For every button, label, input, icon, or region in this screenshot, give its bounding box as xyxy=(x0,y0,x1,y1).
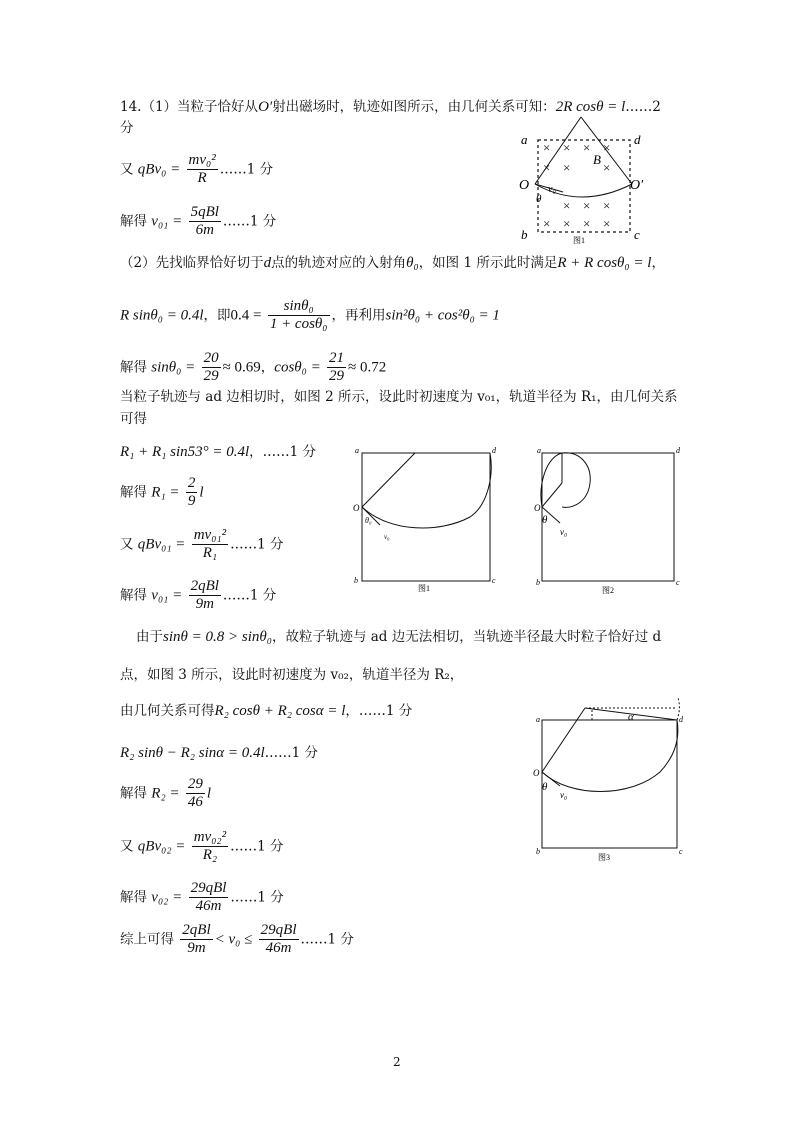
label-d: d xyxy=(492,446,496,455)
p3-line6 xyxy=(120,829,284,865)
label-a: a xyxy=(355,446,359,455)
cross: × xyxy=(563,140,571,155)
text: ，如图 1 所示此时满足 xyxy=(418,255,558,271)
p2-line1 xyxy=(120,254,665,272)
p3-line1 xyxy=(136,628,661,646)
text: （2）先找临界恰好切于 xyxy=(120,255,264,271)
label-O: O xyxy=(533,768,540,778)
score: ……1 分 xyxy=(230,838,284,855)
p2-line2 xyxy=(120,298,500,334)
text: ， xyxy=(651,255,665,271)
p2-line7 xyxy=(120,527,284,563)
text: ，即 xyxy=(203,307,231,324)
denominator: 29 xyxy=(329,368,345,385)
text: 解得 xyxy=(120,484,147,501)
equation: R + R cosθ₀ = l xyxy=(557,255,652,271)
denominator: R xyxy=(197,170,207,187)
cross: × xyxy=(583,198,591,213)
p3-line8 xyxy=(120,922,354,958)
label-c: c xyxy=(676,578,680,587)
equation: sinθ = 0.8 > sinθ₀ xyxy=(163,629,272,645)
trajectory xyxy=(362,453,491,528)
numerator: 29 xyxy=(186,776,205,794)
denominator: 6m xyxy=(195,222,214,239)
label-v0: v₀ xyxy=(384,533,390,541)
label-theta: θ xyxy=(542,514,548,526)
numerator: sinθ₀ xyxy=(268,298,330,316)
p3-line2: 点，如图 3 所示，设此时初速度为 v₀₂，轨道半径为 R₂， xyxy=(120,667,464,683)
figure-2 xyxy=(532,445,687,595)
cross: × xyxy=(563,198,571,213)
label-theta: θ₀ xyxy=(365,516,372,525)
label-b: b xyxy=(536,847,540,856)
value: ≈ 0.72 xyxy=(348,359,387,376)
cross: × xyxy=(543,140,551,155)
figure-3 xyxy=(530,698,690,863)
figure-1 xyxy=(350,445,505,595)
denominator: 46m xyxy=(265,940,292,957)
score: ，……1 分 xyxy=(249,444,317,460)
score: ……2 xyxy=(625,99,661,115)
label-d: d xyxy=(634,132,641,147)
denominator: 9m xyxy=(187,940,206,957)
text: 又 xyxy=(120,161,134,178)
text: 解得 xyxy=(120,889,147,906)
label-a: a xyxy=(537,446,541,455)
text: 点的轨迹对应的入射角 xyxy=(271,255,407,271)
score: ……1 分 xyxy=(264,745,319,761)
symbol: O′ xyxy=(258,99,273,115)
score: ……1 分 xyxy=(222,587,277,604)
numerator: 2qBl xyxy=(189,578,221,596)
label-a: a xyxy=(536,715,540,724)
numerator: 20 xyxy=(202,350,221,368)
cross: × xyxy=(583,216,591,231)
fraction xyxy=(189,880,229,916)
symbol: θ₀ xyxy=(406,255,419,271)
label-d: d xyxy=(679,715,683,724)
equation: R sinθ₀ = 0.4l xyxy=(120,307,204,324)
page-number: 2 xyxy=(393,1055,401,1069)
fraction xyxy=(189,204,221,240)
score: ……1 分 xyxy=(222,213,277,230)
symbol: l xyxy=(206,785,212,802)
equation: sin²θ₀ + cos²θ₀ = 1 xyxy=(385,307,500,324)
equation-lhs: 0.4 = xyxy=(230,307,262,324)
label-v0: v₀ xyxy=(560,790,568,800)
label-O: O xyxy=(353,503,360,513)
figure-caption: 图3 xyxy=(598,853,610,862)
equation: R₂ cosθ + R₂ cosα = l xyxy=(214,703,346,719)
figure-caption: 图1 xyxy=(573,236,585,245)
text: 解得 xyxy=(120,785,147,802)
label-O: O xyxy=(534,503,541,513)
equation: 2R cosθ = l xyxy=(555,99,626,115)
figure-caption: 图1 xyxy=(418,584,430,593)
numerator: 29qBl xyxy=(259,922,299,940)
p3-line7 xyxy=(120,880,284,916)
fraction xyxy=(180,922,212,958)
numerator: 29qBl xyxy=(189,880,229,898)
score: ……1 分 xyxy=(230,889,284,906)
equation-lhs: sinθ₀ = xyxy=(151,359,196,376)
fraction xyxy=(186,475,198,511)
fraction xyxy=(189,578,221,614)
figure-caption: 图2 xyxy=(602,586,614,595)
text: 14.（1）当粒子恰好从 xyxy=(120,99,259,115)
fraction xyxy=(192,829,228,865)
score: ……1 分 xyxy=(230,536,284,553)
equation: R₁ + R₁ sin53° = 0.4l xyxy=(120,444,250,460)
score: ……1 分 xyxy=(219,161,274,178)
label-theta: θ xyxy=(542,781,548,793)
radius-line xyxy=(542,708,585,772)
label-d: d xyxy=(676,446,680,455)
label-c: c xyxy=(634,227,640,242)
label-c: c xyxy=(679,847,683,856)
p2-line5 xyxy=(120,443,316,461)
label-O-prime: O′ xyxy=(630,178,644,193)
text: ， xyxy=(260,359,275,376)
fraction xyxy=(192,527,228,563)
label-b: b xyxy=(354,576,358,585)
p1-eq2 xyxy=(120,152,273,188)
label-v0: v₀ xyxy=(560,527,568,537)
equation-lhs: qBv₀₂ = xyxy=(137,838,186,855)
cross: × xyxy=(603,198,611,213)
fraction xyxy=(259,922,299,958)
score: ……1 分 xyxy=(300,931,354,948)
equation-lhs: v₀₁ = xyxy=(151,587,183,604)
inequality: < v₀ ≤ xyxy=(214,931,253,948)
text: 由几何关系可得 xyxy=(120,703,215,719)
label-b: b xyxy=(521,227,528,242)
equation-lhs: qBv₀₁ = xyxy=(137,536,186,553)
value: ≈ 0.69 xyxy=(222,359,261,376)
fraction xyxy=(187,152,218,188)
p2-line4b: 可得 xyxy=(120,411,147,427)
fraction xyxy=(186,776,205,812)
p2-line8 xyxy=(120,578,276,614)
numerator: 2 xyxy=(186,475,198,493)
text: 又 xyxy=(120,838,134,855)
cross: × xyxy=(603,216,611,231)
text: 综上可得 xyxy=(120,931,174,948)
p3-line5 xyxy=(120,776,211,812)
equation-lhs: v₀₂ = xyxy=(151,889,183,906)
label-a: a xyxy=(521,132,528,147)
cross: × xyxy=(563,216,571,231)
p2-line6 xyxy=(120,475,204,511)
text: ，故粒子轨迹与 ad 边无法相切，当轨迹半径最大时粒子恰好过 d xyxy=(271,629,662,645)
equation: R₂ sinθ − R₂ sinα = 0.4l xyxy=(120,745,265,761)
fraction xyxy=(202,350,221,386)
denominator: R₂ xyxy=(202,847,218,864)
label-theta: θ xyxy=(536,193,542,205)
text: 解得 xyxy=(120,359,147,376)
label-c: c xyxy=(492,576,496,585)
equation-lhs: R₂ = xyxy=(151,785,180,802)
radius-line xyxy=(542,483,562,507)
label-v0: v₀ xyxy=(548,184,556,195)
text: 射出磁场时，轨迹如图所示，由几何关系可知： xyxy=(272,99,556,115)
denominator: 1 + cosθ₀ xyxy=(269,316,328,333)
text: 又 xyxy=(120,536,134,553)
p3-line3 xyxy=(120,702,412,720)
figure-0 xyxy=(515,112,655,247)
equation-lhs: cosθ₀ = xyxy=(274,359,321,376)
text: 解得 xyxy=(120,587,147,604)
radius-line-left xyxy=(535,117,581,184)
text: 由于 xyxy=(136,629,163,645)
cross: × xyxy=(543,160,551,175)
label-b: b xyxy=(536,578,540,587)
fraction xyxy=(268,298,330,334)
label-alpha: α xyxy=(628,711,634,723)
cross: × xyxy=(603,140,611,155)
score: ，……1 分 xyxy=(345,703,413,719)
cross: × xyxy=(603,160,611,175)
p3-line4 xyxy=(120,744,318,762)
numerator: mv₀² xyxy=(187,152,218,170)
cross: × xyxy=(583,140,591,155)
p2-line4a: 当粒子轨迹与 ad 边相切时，如图 2 所示，设此时初速度为 v₀₁，轨道半径为 R₁，由几何关系 xyxy=(120,389,678,405)
denominator: 9 xyxy=(187,493,196,510)
denominator: R₁ xyxy=(202,545,218,562)
numerator: mv₀₂² xyxy=(192,829,228,847)
denominator: 46 xyxy=(187,794,203,811)
p1-sol xyxy=(120,204,276,240)
equation-lhs: qBv₀ = xyxy=(137,161,181,178)
numerator: mv₀₁² xyxy=(192,527,228,545)
numerator: 2qBl xyxy=(180,922,212,940)
numerator: 21 xyxy=(327,350,346,368)
radius-line xyxy=(362,453,415,507)
denominator: 9m xyxy=(195,596,214,613)
symbol: d xyxy=(263,255,272,271)
label-O: O xyxy=(519,178,530,193)
trajectory xyxy=(542,720,678,792)
cross: × xyxy=(563,160,571,175)
score-wrap: 分 xyxy=(120,120,134,136)
denominator: 46m xyxy=(195,898,222,915)
p2-line3 xyxy=(120,350,386,386)
cross: × xyxy=(543,216,551,231)
equation-lhs: R₁ = xyxy=(151,484,180,501)
label-B: B xyxy=(593,152,601,167)
numerator: 5qBl xyxy=(189,204,221,222)
text: 解得 xyxy=(120,213,147,230)
equation-lhs: v₀₁ = xyxy=(151,213,183,230)
denominator: 29 xyxy=(203,368,219,385)
symbol: l xyxy=(199,484,204,501)
text: ，再利用 xyxy=(331,307,386,324)
fraction xyxy=(327,350,346,386)
